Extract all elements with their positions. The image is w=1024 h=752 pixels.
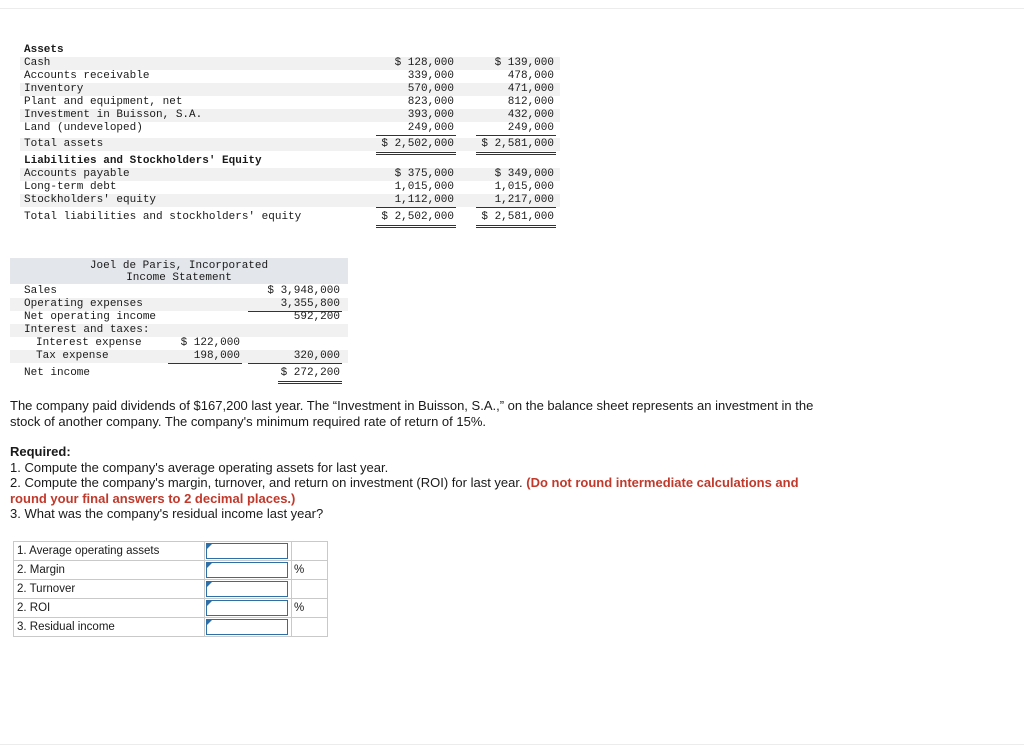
subtotal-underline: [376, 207, 456, 208]
bs-value-prior: 823,000: [407, 96, 454, 108]
answer-unit: %: [292, 561, 328, 580]
bs-label: Plant and equipment, net: [24, 96, 183, 108]
answer-row: [14, 580, 328, 599]
answer-unit: [292, 542, 328, 561]
bs-row: [20, 96, 560, 109]
is-label: Sales: [24, 285, 58, 297]
residual-income-input-box: [206, 619, 288, 635]
subtotal-underline: [248, 363, 342, 364]
bs-value-current: 249,000: [507, 122, 554, 134]
bs-value-prior: 393,000: [407, 109, 454, 121]
subtotal-underline: [476, 135, 556, 136]
total-underline: [476, 225, 556, 226]
bs-label: Stockholders' equity: [24, 194, 157, 206]
answer-table: [13, 541, 328, 637]
bs-value-prior: 339,000: [407, 70, 454, 82]
answer-cell: [205, 580, 292, 599]
assets-heading: Assets: [24, 44, 64, 56]
question-2-text: 2. Compute the company's margin, turnover, and return on investment (ROI) for last year.: [10, 475, 523, 490]
is-row: [10, 311, 348, 324]
total-assets-label: Total assets: [24, 138, 104, 150]
answer-row: [14, 542, 328, 561]
turnover-input[interactable]: [207, 582, 287, 596]
roi-input-box: [206, 600, 288, 616]
bs-value-current: $ 139,000: [494, 57, 554, 69]
is-row: [10, 367, 348, 380]
bottom-divider: [0, 744, 1024, 745]
liabilities-heading: Liabilities and Stockholders' Equity: [24, 155, 262, 167]
total-assets-row: [20, 138, 560, 151]
is-value: 592,200: [293, 311, 340, 323]
bs-value-prior: 249,000: [407, 122, 454, 134]
answer-cell: [205, 561, 292, 580]
average-operating-assets-input-box: [206, 543, 288, 559]
statement-title: Income Statement: [126, 272, 232, 284]
total-liab-current: $ 2,581,000: [481, 211, 554, 223]
turnover-input-box: [206, 581, 288, 597]
answer-cell: [205, 599, 292, 618]
assets-heading-row: [20, 44, 560, 57]
is-value: 320,000: [293, 350, 340, 362]
is-label: Operating expenses: [24, 298, 143, 310]
is-row: [10, 350, 348, 363]
is-row: [10, 324, 348, 337]
is-row: [10, 337, 348, 350]
bs-value-current: 1,015,000: [494, 181, 554, 193]
residual-income-input[interactable]: [207, 620, 287, 634]
answer-unit: [292, 580, 328, 599]
is-value: 3,355,800: [280, 298, 340, 310]
margin-input-box: [206, 562, 288, 578]
is-value: 198,000: [193, 350, 240, 362]
bs-row: [20, 57, 560, 70]
is-label: Interest and taxes:: [24, 324, 150, 336]
answer-label: 2. Margin: [14, 561, 205, 580]
subtotal-underline: [168, 363, 242, 364]
answer-row: [14, 561, 328, 580]
bs-value-current: 478,000: [507, 70, 554, 82]
bs-row: [20, 109, 560, 122]
total-liab-row: [20, 211, 560, 224]
total-underline: [376, 152, 456, 153]
total-assets-current: $ 2,581,000: [481, 138, 554, 150]
question-3: 3. What was the company's residual income last year?: [10, 506, 324, 521]
bs-value-prior: 570,000: [407, 83, 454, 95]
bs-value-current: 1,217,000: [494, 194, 554, 206]
total-assets-prior: $ 2,502,000: [381, 138, 454, 150]
answer-cell: [205, 542, 292, 561]
answer-label: 3. Residual income: [14, 618, 205, 637]
company-name: Joel de Paris, Incorporated: [89, 260, 269, 272]
total-underline: [476, 152, 556, 153]
is-value: $ 3,948,000: [267, 285, 340, 297]
is-label: Tax expense: [36, 350, 109, 362]
problem-description: The company paid dividends of $167,200 last year. The “Investment in Buisson, S.A.,” on the balance sheet represents an investment in the stock of another company. The company's minimum required rate of return of 15%.: [10, 398, 814, 429]
bs-label: Land (undeveloped): [24, 122, 143, 134]
required-heading: Required:: [10, 444, 71, 459]
bs-label: Investment in Buisson, S.A.: [24, 109, 203, 121]
answer-unit: [292, 618, 328, 637]
margin-input[interactable]: [207, 563, 287, 577]
total-underline: [278, 383, 342, 384]
bs-value-prior: $ 128,000: [394, 57, 454, 69]
roi-input[interactable]: [207, 601, 287, 615]
bs-row: [20, 168, 560, 181]
average-operating-assets-input[interactable]: [207, 544, 287, 558]
bs-value-prior: 1,015,000: [394, 181, 454, 193]
bs-row: [20, 122, 560, 135]
bs-row: [20, 83, 560, 96]
answer-label: 1. Average operating assets: [14, 542, 205, 561]
top-divider: [0, 8, 1024, 9]
is-row: [10, 298, 348, 311]
bs-label: Inventory: [24, 83, 84, 95]
is-label: Net operating income: [24, 311, 157, 323]
bs-row: [20, 70, 560, 83]
required-section: [10, 444, 830, 522]
total-liab-label: Total liabilities and stockholders' equity: [24, 211, 302, 223]
answer-label: 2. ROI: [14, 599, 205, 618]
subtotal-underline: [376, 135, 456, 136]
bs-label: Accounts receivable: [24, 70, 150, 82]
subtotal-underline: [476, 207, 556, 208]
bs-value-current: $ 349,000: [494, 168, 554, 180]
bs-label: Long-term debt: [24, 181, 117, 193]
is-label: Net income: [24, 367, 91, 379]
bs-label: Accounts payable: [24, 168, 130, 180]
total-liab-prior: $ 2,502,000: [381, 211, 454, 223]
bs-row: [20, 194, 560, 207]
answer-cell: [205, 618, 292, 637]
bs-value-current: 812,000: [507, 96, 554, 108]
bs-row: [20, 181, 560, 194]
answer-row: [14, 618, 328, 637]
answer-unit: %: [292, 599, 328, 618]
total-underline: [476, 227, 556, 228]
bs-value-current: 471,000: [507, 83, 554, 95]
bs-label: Cash: [24, 57, 51, 69]
total-underline: [376, 225, 456, 226]
total-underline: [278, 381, 342, 382]
question-1: 1. Compute the company's average operating assets for last year.: [10, 459, 389, 475]
bs-value-prior: 1,112,000: [394, 194, 454, 206]
is-row: [10, 285, 348, 298]
liab-heading-row: [20, 155, 560, 168]
answer-label: 2. Turnover: [14, 580, 205, 599]
question-2: [10, 475, 830, 506]
is-value: $ 272,200: [280, 367, 340, 379]
total-underline: [376, 227, 456, 228]
rounding-instruction: (Do not round intermediate calculations and round your final answers to 2 decimal places.): [10, 475, 799, 506]
answer-row: [14, 599, 328, 618]
bs-value-prior: $ 375,000: [394, 168, 454, 180]
income-statement-header: [10, 258, 348, 284]
bs-value-current: 432,000: [507, 109, 554, 121]
is-label: Interest expense: [36, 337, 142, 349]
is-value: $ 122,000: [180, 337, 240, 349]
